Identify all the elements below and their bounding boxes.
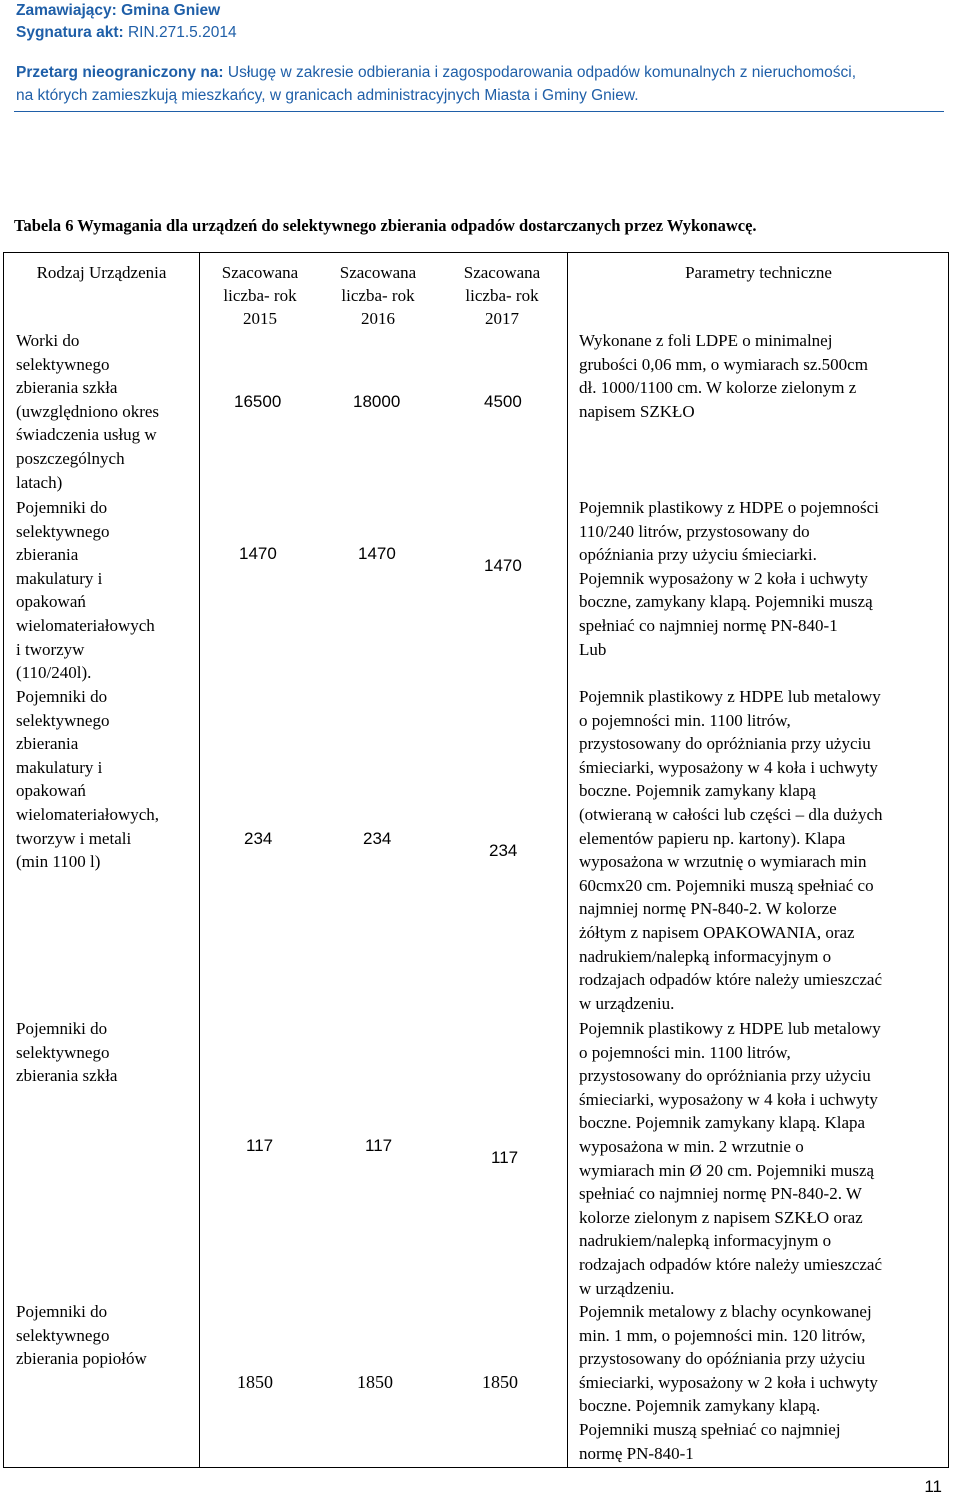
text-line: selektywnego <box>16 1325 110 1345</box>
text-line: Pojemniki muszą spełniać co najmniej <box>579 1419 841 1439</box>
text-line: przystosowany do opróżniania przy użyciu <box>579 1066 871 1086</box>
row-5-2017: 1850 <box>482 1372 518 1392</box>
text-line: o pojemności min. 1100 litrów, <box>579 1042 791 1062</box>
tender-label: Przetarg nieograniczony na: <box>16 64 224 81</box>
text-line: opakowań <box>16 781 86 801</box>
col-header-2017 <box>446 261 558 330</box>
text-line: wielomateriałowych, <box>16 804 160 824</box>
text-line: wyposażona w min. 2 wrzutnie o <box>579 1136 804 1156</box>
text-line: Pojemnik plastikowy z HDPE o pojemności <box>579 498 879 517</box>
text-line: rodzajach odpadów które należy umieszczać <box>579 1254 883 1274</box>
col-header-2016-l3: 2016 <box>361 309 395 328</box>
text-line: makulatury i <box>16 757 103 777</box>
row-3-type <box>16 685 159 874</box>
row-4-type <box>16 1017 117 1088</box>
row-2-2016: 1470 <box>358 544 396 563</box>
text-line: rodzajach odpadów które należy umieszczać <box>579 970 883 990</box>
text-line: i tworzyw <box>16 639 85 659</box>
row-5-type <box>16 1300 147 1371</box>
row-4-params <box>579 1017 882 1300</box>
text-line: zbierania <box>16 545 79 565</box>
text-line: opóźniania przy użyciu śmieciarki. <box>579 545 817 565</box>
requirements-table <box>3 252 949 1468</box>
text-line: kolorze zielonym z napisem SZKŁO oraz <box>579 1207 863 1227</box>
text-line: elementów papieru np. kartony). Klapa <box>579 828 846 848</box>
text-line: zbierania <box>16 734 79 754</box>
text-line: żółtym z napisem OPAKOWANIA, oraz <box>579 922 855 942</box>
text-line: Pojemniki do <box>16 1302 108 1321</box>
row-3-2015: 234 <box>244 829 273 848</box>
header-tender-line-2: na których zamieszkują mieszkańcy, w granicach administracyjnych Miasta i Gminy Gniew. <box>16 87 639 104</box>
text-line: zbierania szkła <box>16 378 118 398</box>
text-line: w urządzeniu. <box>579 993 675 1013</box>
text-line: o pojemności min. 1100 litrów, <box>579 710 791 730</box>
text-line: 60cmx20 cm. Pojemniki muszą spełniać co <box>579 875 874 895</box>
row-4-2017: 117 <box>491 1148 519 1167</box>
row-2-2017: 1470 <box>484 556 522 575</box>
text-line: Pojemnik metalowy z blachy ocynkowanej <box>579 1302 872 1321</box>
row-1-2017: 4500 <box>484 392 522 411</box>
page-number: 11 <box>924 1477 942 1496</box>
text-line: spełniać co najmniej normę PN-840-1 <box>579 615 838 635</box>
text-line: zbierania szkła <box>16 1066 118 1086</box>
text-line: przystosowany do opóźniania przy użyciu <box>579 1349 866 1369</box>
text-line: Worki do <box>16 331 80 350</box>
header-divider <box>14 111 944 112</box>
text-line: Lub <box>579 639 607 659</box>
text-line: Wykonane z foli LDPE o minimalnej <box>579 331 833 350</box>
text-line: napisem SZKŁO <box>579 401 695 421</box>
text-line: poszczególnych <box>16 448 125 468</box>
row-2-2015: 1470 <box>239 544 277 563</box>
text-line: Pojemnik wyposażony w 2 koła i uchwyty <box>579 568 868 588</box>
text-line: śmieciarki, wyposażony w 4 koła i uchwyty <box>579 1089 878 1109</box>
col-header-params: Parametry techniczne <box>685 263 832 282</box>
row-5-params <box>579 1300 878 1465</box>
text-line: boczne, zamykany klapą. Pojemniki muszą <box>579 592 873 612</box>
row-2-params <box>579 496 879 661</box>
text-line: śmieciarki, wyposażony w 4 koła i uchwyty <box>579 757 878 777</box>
row-1-params <box>579 329 868 423</box>
tender-line-1: Usługę w zakresie odbierania i zagospodarowania odpadów komunalnych z nieruchomości, <box>227 64 856 81</box>
col-header-2015-l1: Szacowana <box>221 263 299 282</box>
text-line: Pojemnik plastikowy z HDPE lub metalowy <box>579 687 881 706</box>
text-line: (uwzględniono okres <box>16 401 160 421</box>
col-header-2017-l2: liczba- rok <box>465 286 539 305</box>
ordering-value: Gmina Gniew <box>121 2 221 19</box>
text-line: min. 1 mm, o pojemności min. 120 litrów, <box>579 1325 866 1345</box>
text-line: Pojemniki do <box>16 687 108 706</box>
text-line: latach) <box>16 472 63 492</box>
text-line: Pojemniki do <box>16 1019 108 1038</box>
ordering-label: Zamawiający: <box>16 2 117 19</box>
row-4-2016: 117 <box>365 1136 393 1155</box>
text-line: świadczenia usług w <box>16 425 157 445</box>
text-line: selektywnego <box>16 710 110 730</box>
text-line: selektywnego <box>16 521 110 541</box>
text-line: dł. 1000/1100 cm. W kolorze zielonym z <box>579 378 857 398</box>
col-header-2016-l1: Szacowana <box>339 263 417 282</box>
header-signature <box>16 24 237 42</box>
col-header-2015-l3: 2015 <box>243 309 277 328</box>
row-5-2016: 1850 <box>357 1372 393 1392</box>
text-line: (min 1100 l) <box>16 852 101 872</box>
text-line: boczne. Pojemnik zamykany klapą. <box>579 1396 821 1416</box>
text-line: selektywnego <box>16 354 110 374</box>
row-3-params <box>579 685 883 1015</box>
text-line: Pojemnik plastikowy z HDPE lub metalowy <box>579 1019 881 1038</box>
col-header-2017-l3: 2017 <box>485 309 519 328</box>
text-line: (otwieraną w całości lub części – dla dużych <box>579 804 883 824</box>
table-caption: Tabela 6 Wymagania dla urządzeń do selektywnego zbierania odpadów dostarczanych przez Wykonawcę. <box>14 216 757 235</box>
text-line: normę PN-840-1 <box>579 1443 694 1463</box>
header-ordering-party <box>16 2 220 20</box>
text-line: śmieciarki, wyposażony w 2 koła i uchwyty <box>579 1372 878 1392</box>
text-line: Pojemniki do <box>16 498 108 517</box>
text-line: boczne. Pojemnik zamykany klapą <box>579 781 816 801</box>
row-5-2015: 1850 <box>237 1372 273 1392</box>
text-line: nadrukiem/nalepką informacyjnym o <box>579 946 832 966</box>
header-tender <box>16 64 856 82</box>
text-line: wyposażona w wrzutnię o wymiarach min <box>579 852 867 872</box>
text-line: boczne. Pojemnik zamykany klapą. Klapa <box>579 1113 866 1133</box>
text-line: 110/240 litrów, przystosowany do <box>579 521 810 541</box>
col-header-2016-l2: liczba- rok <box>341 286 415 305</box>
signature-label: Sygnatura akt: <box>16 24 124 41</box>
text-line: w urządzeniu. <box>579 1278 675 1298</box>
text-line: (110/240l). <box>16 663 92 683</box>
text-line: przystosowany do opróżniania przy użyciu <box>579 734 871 754</box>
text-line: tworzyw i metali <box>16 828 132 848</box>
column-divider <box>199 253 200 1467</box>
row-4-2015: 117 <box>246 1136 274 1155</box>
row-1-type <box>16 329 159 494</box>
col-header-2015 <box>204 261 316 330</box>
text-line: wielomateriałowych <box>16 615 155 635</box>
text-line: najmniej normę PN-840-2. W kolorze <box>579 899 837 919</box>
text-line: opakowań <box>16 592 86 612</box>
signature-value: RIN.271.5.2014 <box>127 24 237 41</box>
text-line: makulatury i <box>16 568 103 588</box>
row-2-type <box>16 496 155 685</box>
text-line: wymiarach min Ø 20 cm. Pojemniki muszą <box>579 1160 875 1180</box>
col-header-2017-l1: Szacowana <box>463 263 541 282</box>
column-divider <box>567 253 568 1467</box>
text-line: zbierania popiołów <box>16 1349 147 1369</box>
col-header-type: Rodzaj Urządzenia <box>36 263 167 282</box>
row-1-2015: 16500 <box>234 392 282 411</box>
row-3-2017: 234 <box>489 841 518 860</box>
text-line: selektywnego <box>16 1042 110 1062</box>
row-1-2016: 18000 <box>353 392 401 411</box>
text-line: nadrukiem/nalepką informacyjnym o <box>579 1231 832 1251</box>
row-3-2016: 234 <box>363 829 392 848</box>
col-header-2016 <box>322 261 434 330</box>
col-header-2015-l2: liczba- rok <box>223 286 297 305</box>
text-line: grubości 0,06 mm, o wymiarach sz.500cm <box>579 354 868 374</box>
text-line: spełniać co najmniej normę PN-840-2. W <box>579 1184 862 1204</box>
